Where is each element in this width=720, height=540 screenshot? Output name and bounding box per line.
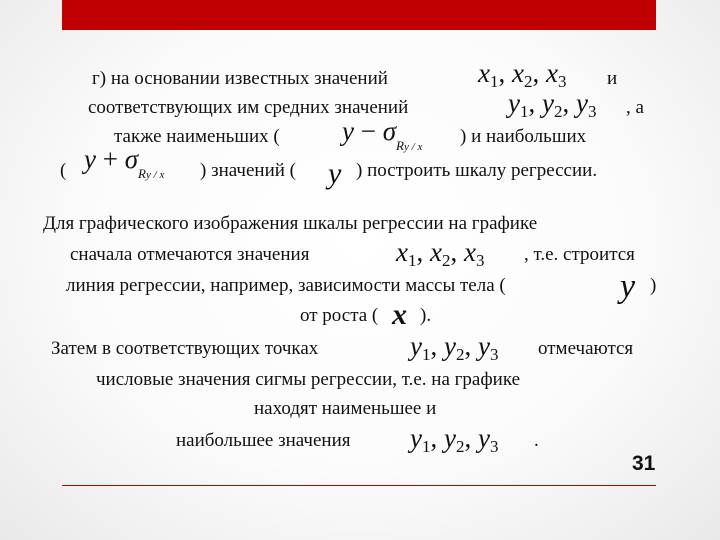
- formula-x-height: x: [392, 298, 407, 331]
- para3-line4: наибольшее значения: [176, 430, 351, 451]
- formula-y1-y2-y3-b: $y_1$, $y_2$, $y_3$: [410, 331, 499, 364]
- formula-y-bar: y: [328, 157, 342, 190]
- para2-line3-tail: ): [650, 275, 657, 296]
- para3-line1-tail: отмечаются: [538, 338, 634, 359]
- para2-line4-tail: ).: [420, 305, 432, 326]
- item-g-line2-tail: , а: [626, 97, 644, 118]
- para2-line3: линия регрессии, например, зависимости массы тела (: [66, 275, 506, 296]
- item-g-line3: также наименьших (: [114, 126, 280, 147]
- top-accent-bar: [62, 0, 656, 30]
- formula-x1-x2-x3-b: $x_1$, $x_2$, $x_3$: [396, 237, 485, 270]
- formula-y1-y2-y3: $y_1$, $y_2$, $y_3$: [508, 88, 597, 121]
- item-g-line1: г) на основании известных значений: [92, 68, 388, 89]
- formula-y-minus-sigma: $y - \sigma_{Ry / x}$: [342, 116, 423, 153]
- para3-line4-tail: .: [534, 430, 539, 451]
- item-g-line2: соответствующих им средних значений: [88, 97, 409, 118]
- para2-line2: сначала отмечаются значения: [70, 244, 310, 265]
- page-number: 31: [632, 452, 656, 475]
- item-g-line3-tail: ) и наибольших: [460, 126, 587, 147]
- para3-line1: Затем в соответствующих точках: [51, 338, 319, 359]
- para3-line3: находят наименьшее и: [254, 398, 437, 419]
- item-g-line4-open: (: [60, 160, 67, 181]
- para3-line2: числовые значения сигмы регрессии, т.е. на графике: [96, 369, 521, 390]
- item-g-line4-tail: ) построить шкалу регрессии.: [356, 160, 598, 181]
- item-g-line1-tail: и: [607, 68, 618, 89]
- bottom-accent-line: [62, 485, 656, 486]
- para2-line2-tail: , т.е. строится: [524, 244, 635, 265]
- formula-y1-y2-y3-c: $y_1$, $y_2$, $y_3$: [410, 423, 499, 456]
- formula-y-mass: y: [620, 268, 636, 305]
- formula-y-plus-sigma: $y + \sigma_{Ry / x}$: [84, 144, 165, 181]
- item-g-line4: ) значений (: [200, 160, 296, 181]
- formula-x1-x2-x3: $x_1$, $x_2$, $x_3$: [478, 58, 567, 91]
- para2-line1: Для графического изображения шкалы регрессии на графике: [43, 213, 538, 234]
- para2-line4: от роста (: [300, 305, 379, 326]
